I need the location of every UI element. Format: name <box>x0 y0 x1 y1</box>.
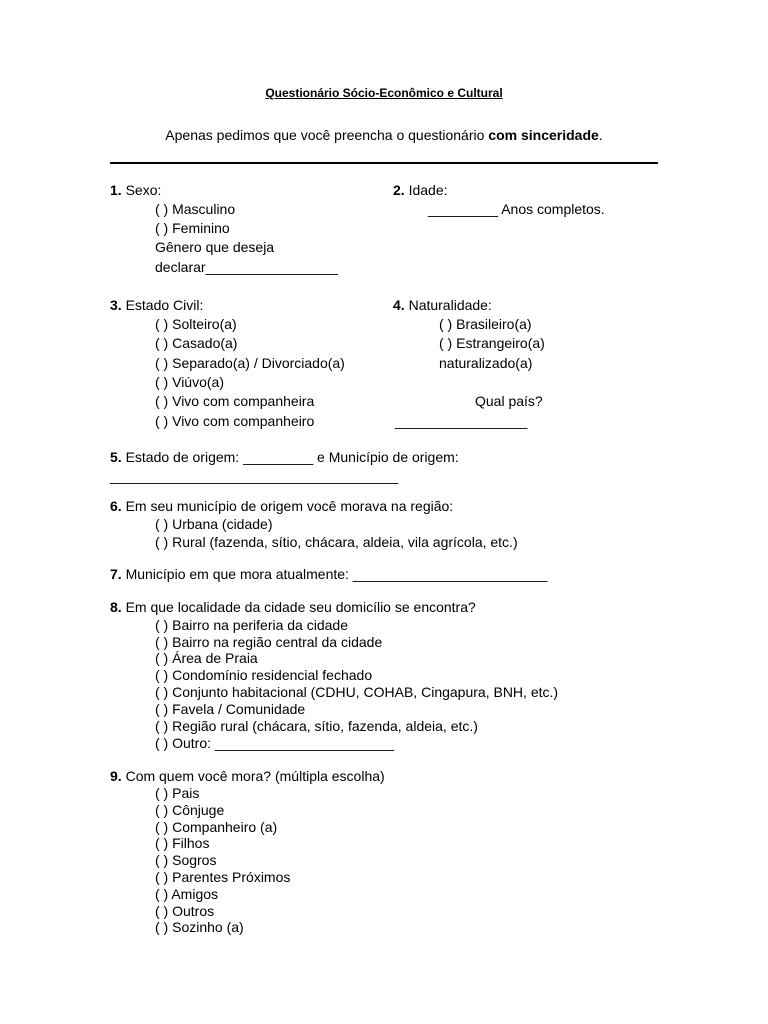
q3-option[interactable]: ( ) Separado(a) / Divorciado(a) <box>155 355 345 371</box>
q3-option[interactable]: ( ) Casado(a) <box>155 335 238 351</box>
intro-main: Apenas pedimos que você preencha o questionário <box>165 127 489 143</box>
q8-option[interactable]: ( ) Área de Praia <box>155 650 258 666</box>
q3-option[interactable]: ( ) Viúvo(a) <box>155 374 224 390</box>
q1-option-field[interactable]: declarar_________________ <box>155 259 338 275</box>
q2-answer-field[interactable]: _________ Anos completos. <box>428 201 605 217</box>
q9-option[interactable]: ( ) Pais <box>155 785 200 801</box>
q8-option[interactable]: ( ) Bairro na região central da cidade <box>155 634 383 650</box>
q9-option[interactable]: ( ) Amigos <box>155 886 219 902</box>
q9-option[interactable]: ( ) Outros <box>155 903 215 919</box>
q9-option[interactable]: ( ) Cônjuge <box>155 802 225 818</box>
q3-option[interactable]: ( ) Vivo com companheira <box>155 393 315 409</box>
q9-option[interactable]: ( ) Sogros <box>155 852 217 868</box>
q4-heading: 4. Naturalidade: <box>393 297 492 313</box>
q8-option[interactable]: ( ) Conjunto habitacional (CDHU, COHAB, Cingapura, BNH, etc.) <box>155 684 559 700</box>
q1-option[interactable]: ( ) Masculino <box>155 201 236 217</box>
q4-country-field[interactable]: _________________ <box>395 413 528 429</box>
q6-option[interactable]: ( ) Urbana (cidade) <box>155 516 273 532</box>
q5-municipio-field[interactable]: _____________________________________ <box>110 468 399 484</box>
q9-option[interactable]: ( ) Parentes Próximos <box>155 869 291 885</box>
q9-option[interactable]: ( ) Filhos <box>155 835 210 851</box>
q6-option[interactable]: ( ) Rural (fazenda, sítio, chácara, aldeia, vila agrícola, etc.) <box>155 534 518 550</box>
q8-option[interactable]: ( ) Favela / Comunidade <box>155 701 306 717</box>
q8-heading: 8. Em que localidade da cidade seu domicílio se encontra? <box>110 599 476 615</box>
q1-option[interactable]: ( ) Feminino <box>155 220 230 236</box>
q4-country-label: Qual país? <box>475 393 543 409</box>
q9-option[interactable]: ( ) Sozinho (a) <box>155 919 244 935</box>
intro-text <box>0 127 768 144</box>
q4-option[interactable]: ( ) Brasileiro(a) <box>439 316 532 332</box>
q8-option[interactable]: ( ) Região rural (chácara, sítio, fazenda, aldeia, etc.) <box>155 718 478 734</box>
q5-heading[interactable]: 5. Estado de origem: _________ e Município de origem: <box>110 449 459 465</box>
q7-heading[interactable]: 7. Município em que mora atualmente: _________________________ <box>110 566 548 582</box>
questionnaire-title: Questionário Sócio-Econômico e Cultural <box>265 86 503 100</box>
q8-option[interactable]: ( ) Outro: _______________________ <box>155 735 394 751</box>
q1-option: Gênero que deseja <box>155 239 275 255</box>
q3-option[interactable]: ( ) Vivo com companheiro <box>155 413 315 429</box>
q8-option[interactable]: ( ) Bairro na periferia da cidade <box>155 617 348 633</box>
q2-heading: 2. Idade: <box>393 182 448 198</box>
q9-heading: 9. Com quem você mora? (múltipla escolha) <box>110 768 385 784</box>
header-divider <box>110 162 658 164</box>
q3-heading: 3. Estado Civil: <box>110 297 204 313</box>
intro-bold: com sinceridade <box>488 127 599 143</box>
q4-option: naturalizado(a) <box>439 355 533 371</box>
q8-option[interactable]: ( ) Condomínio residencial fechado <box>155 667 373 683</box>
q1-heading: 1. Sexo: <box>110 182 162 198</box>
intro-end: . <box>598 127 603 143</box>
q3-option[interactable]: ( ) Solteiro(a) <box>155 316 237 332</box>
q9-option[interactable]: ( ) Companheiro (a) <box>155 819 278 835</box>
q4-option[interactable]: ( ) Estrangeiro(a) <box>439 335 545 351</box>
q6-heading: 6. Em seu município de origem você morava na região: <box>110 498 454 514</box>
